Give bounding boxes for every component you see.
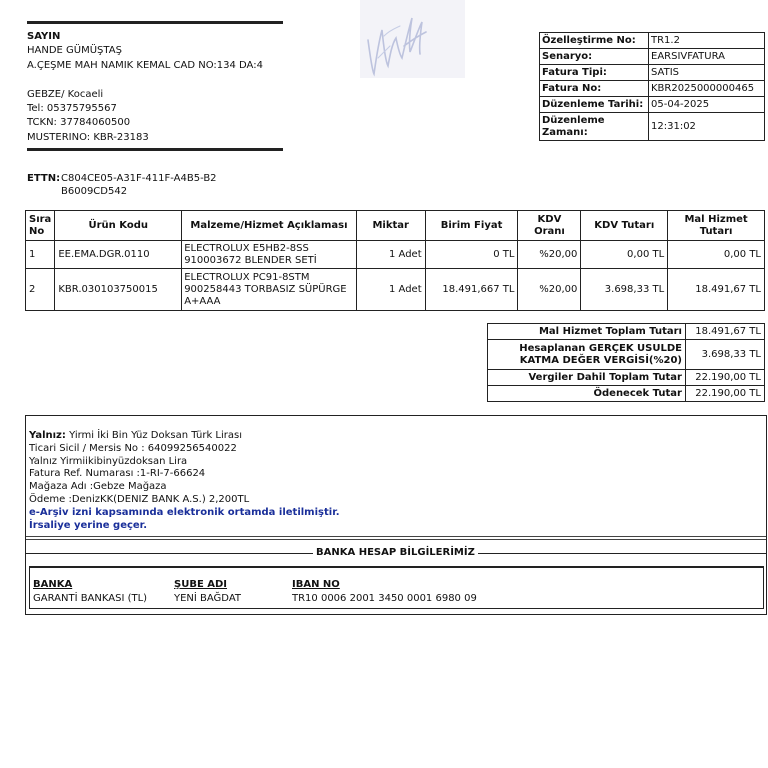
note-line: Mağaza Adı :Gebze Mağaza (29, 481, 167, 493)
totals-label: Mal Hizmet Toplam Tutarı (488, 324, 686, 340)
cell-unit-price: 18.491,667 TL (425, 269, 518, 311)
bank-col-branch (174, 578, 241, 606)
meta-label: Senaryo: (540, 49, 649, 65)
meta-label: Fatura Tipi: (540, 65, 649, 81)
totals-value: 3.698,33 TL (686, 340, 765, 370)
meta-row (540, 33, 765, 49)
cell-no: 1 (26, 241, 55, 269)
col-header: Ürün Kodu (55, 211, 182, 241)
branch-value: YENİ BAĞDAT (174, 593, 242, 604)
totals-row (488, 370, 765, 386)
totals-row (488, 324, 765, 340)
ettn-label: ETTN: (27, 173, 61, 184)
meta-value: SATIS (649, 65, 765, 81)
meta-row (540, 65, 765, 81)
totals-label: Ödenecek Tutar (488, 386, 686, 402)
col-header: Malzeme/Hizmet Açıklaması (182, 211, 357, 241)
irsaliye-note: İrsaliye yerine geçer. (29, 519, 147, 531)
note-line: Fatura Ref. Numarası :1-RI-7-66624 (29, 468, 206, 480)
ettn-value: C804CE05-A31F-411F-A4B5-B2B6009CD542 (61, 173, 217, 197)
buyer-name: HANDE GÜMÜŞTAŞ (27, 45, 122, 57)
cell-quantity: 1 Adet (356, 241, 425, 269)
col-header: KDV Oranı (518, 211, 581, 241)
note-line: Ödeme :DenizKK(DENIZ BANK A.S.) 2,200TL (29, 493, 250, 505)
col-header: Mal Hizmet Tutarı (668, 211, 765, 241)
totals-value: 22.190,00 TL (686, 370, 765, 386)
separator (26, 536, 766, 540)
buyer-top-rule (27, 21, 283, 24)
earsiv-note: e-Arşiv izni kapsamında elektronik ortamda iletilmiştir. (29, 506, 340, 518)
cell-code: KBR.030103750015 (55, 269, 182, 311)
notes (29, 430, 340, 532)
col-header: Sıra No (26, 211, 55, 241)
cell-quantity: 1 Adet (356, 269, 425, 311)
iban-header: IBAN NO (292, 579, 340, 590)
table-row (26, 269, 765, 311)
note-line: Ticari Sicil / Mersis No : 64099256540022 (29, 442, 237, 454)
table-row (26, 241, 765, 269)
buyer-address: A.ÇEŞME MAH NAMIK KEMAL CAD NO:134 DA:4 (27, 59, 263, 71)
bank-info-box (29, 566, 764, 609)
bank-col-iban (292, 578, 477, 606)
cell-vat-amount: 3.698,33 TL (581, 269, 668, 311)
meta-label: Fatura No: (540, 81, 649, 97)
amount-in-words-text: Yirmi İki Bin Yüz Doksan Türk Lirası (69, 430, 243, 441)
amount-in-words-label: Yalnız: (29, 430, 66, 441)
bank-section-title: BANKA HESAP BİLGİLERİMİZ (313, 546, 478, 559)
cell-unit-price: 0 TL (425, 241, 518, 269)
meta-row (540, 113, 765, 141)
cell-vat-amount: 0,00 TL (581, 241, 668, 269)
meta-row (540, 81, 765, 97)
buyer-city: GEBZE/ Kocaeli (27, 88, 104, 100)
totals-row (488, 386, 765, 402)
bank-value: GARANTİ BANKASI (TL) (33, 593, 148, 604)
totals-row (488, 340, 765, 370)
totals-value: 18.491,67 TL (686, 324, 765, 340)
buyer-bottom-rule (27, 148, 283, 151)
cell-vat-rate: %20,00 (518, 269, 581, 311)
cell-description: ELECTROLUX E5HB2-8SS 910003672 BLENDER SETİ (182, 241, 357, 269)
amount-in-words (29, 430, 340, 443)
cell-vat-rate: %20,00 (518, 241, 581, 269)
buyer-tckn: TCKN: 37784060500 (27, 117, 131, 129)
items-header-row (26, 211, 765, 241)
notes-box (25, 415, 767, 615)
cell-no: 2 (26, 269, 55, 311)
meta-label: Düzenleme Tarihi: (540, 97, 649, 113)
cell-line-total: 18.491,67 TL (668, 269, 765, 311)
meta-label: Düzenleme Zamanı: (540, 113, 649, 141)
buyer-salutation: SAYIN (27, 31, 61, 42)
note-line: Yalnız Yirmiikibinyüzdoksan Lira (29, 455, 188, 467)
cell-code: EE.EMA.DGR.0110 (55, 241, 182, 269)
meta-value: EARSIVFATURA (649, 49, 765, 65)
meta-value: TR1.2 (649, 33, 765, 49)
totals-table (487, 323, 765, 402)
meta-label: Özelleştirme No: (540, 33, 649, 49)
cell-description: ELECTROLUX PC91-8STM 900258443 TORBASIZ SÜPÜRGE A+AAA (182, 269, 357, 311)
totals-label: Vergiler Dahil Toplam Tutar (488, 370, 686, 386)
branch-header: ŞUBE ADI (174, 579, 228, 590)
iban-value: TR10 0006 2001 3450 0001 6980 09 (292, 593, 477, 604)
buyer-info (27, 30, 287, 145)
totals-value: 22.190,00 TL (686, 386, 765, 402)
meta-row (540, 49, 765, 65)
bank-col-bank (33, 578, 147, 606)
buyer-phone: Tel: 05375795567 (27, 103, 117, 115)
col-header: KDV Tutarı (581, 211, 668, 241)
meta-value: 12:31:02 (649, 113, 765, 141)
invoice-meta-table (539, 32, 765, 141)
col-header: Birim Fiyat (425, 211, 518, 241)
totals-label: Hesaplanan GERÇEK USULDE KATMA DEĞER VERGİSİ(%20) (488, 340, 686, 370)
buyer-customer-no: MUSTERINO: KBR-23183 (27, 131, 149, 143)
items-table (25, 210, 765, 311)
cell-line-total: 0,00 TL (668, 241, 765, 269)
meta-value: 05-04-2025 (649, 97, 765, 113)
col-header: Miktar (356, 211, 425, 241)
meta-row (540, 97, 765, 113)
meta-value: KBR2025000000465 (649, 81, 765, 97)
bank-header: BANKA (33, 579, 73, 590)
signature-image (360, 0, 465, 78)
